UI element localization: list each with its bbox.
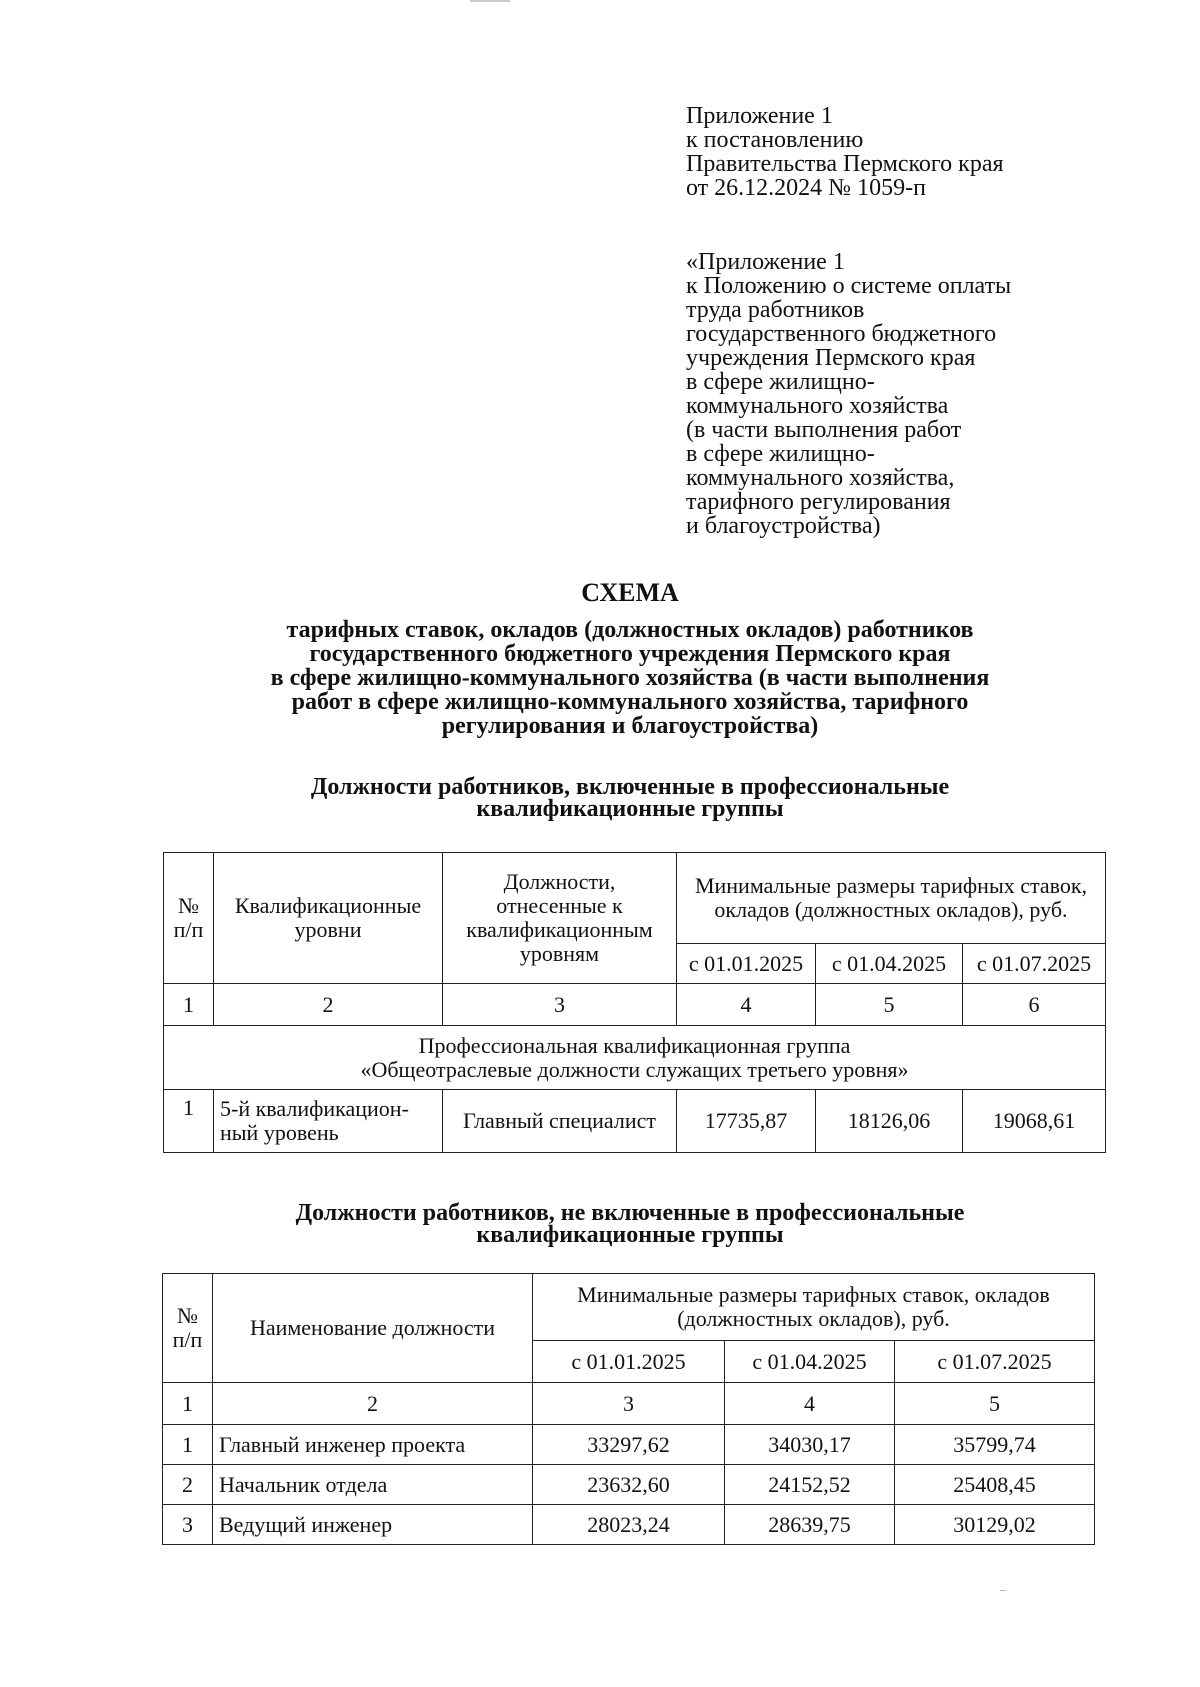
group-title-line: «Общеотраслевые должности служащих третьего уровня» [360,1056,909,1082]
section1-heading-line: квалификационные группы [476,796,784,822]
appendix-inner-line: учреждения Пермского края [686,345,976,371]
header-date: с 01.07.2025 [895,1341,1095,1383]
column-index: 1 [164,984,214,1026]
table-row [163,1425,1095,1465]
column-index: 5 [895,1383,1095,1425]
appendix-inner-line: коммунального хозяйства, [686,465,955,491]
header-date: с 01.04.2025 [816,944,963,984]
subtitle-line: государственного бюджетного учреждения Пермского края [309,641,951,667]
column-index: 2 [214,984,443,1026]
appendix-top-block [686,104,1004,200]
subtitle-line: регулирования и благоустройства) [441,713,819,739]
table-row [163,1505,1095,1545]
row-level: 5-й квалификацион-ный уровень [214,1090,443,1153]
appendix-inner-line: (в части выполнения работ [686,417,962,443]
row-num: 1 [164,1090,214,1153]
row-value: 28023,24 [533,1505,725,1545]
appendix-inner-line: к Положению о системе оплаты [686,273,1012,299]
section1-heading-line: Должности работников, включенные в профессиональные [310,774,950,800]
table-row [163,1465,1095,1505]
header-date: с 01.01.2025 [677,944,816,984]
group-title-cell [164,1026,1106,1090]
appendix-inner-line: в сфере жилищно- [686,369,875,395]
appendix-top-line: Приложение 1 [686,103,833,129]
column-index: 4 [677,984,816,1026]
appendix-inner-line: и благоустройства) [686,513,881,539]
row-value: 23632,60 [533,1465,725,1505]
row-value: 19068,61 [963,1090,1106,1153]
header-min-rates: Минимальные размеры тарифных ставок, окладов (должностных окладов), руб. [677,853,1106,944]
appendix-inner-line: в сфере жилищно- [686,441,875,467]
appendix-top-line: от 26.12.2024 № 1059-п [686,175,926,201]
header-date: с 01.04.2025 [725,1341,895,1383]
header-num: № п/п [164,853,214,984]
section2-heading [0,1202,1200,1246]
row-value: 28639,75 [725,1505,895,1545]
subtitle-line: в сфере жилищно-коммунального хозяйства (в части выполнения [270,665,990,691]
column-index: 3 [533,1383,725,1425]
document-subtitle [0,618,1200,738]
other-positions-table [162,1273,1095,1545]
row-num: 1 [163,1425,213,1465]
section1-heading [0,776,1200,820]
row-value: 25408,45 [895,1465,1095,1505]
section2-heading-line: квалификационные группы [476,1222,784,1248]
document-title: СХЕМА [581,578,679,607]
row-value: 34030,17 [725,1425,895,1465]
section2-heading-line: Должности работников, не включенные в профессиональные [295,1200,965,1226]
column-index: 2 [213,1383,533,1425]
appendix-top-line: Правительства Пермского края [686,151,1004,177]
group-title-line: Профессиональная квалификационная группа [418,1032,851,1058]
row-position: Главный специалист [443,1090,677,1153]
header-min-rates: Минимальные размеры тарифных ставок, окладов (должностных окладов), руб. [533,1274,1095,1341]
scan-artifact [470,0,510,2]
appendix-inner-line: государственного бюджетного [686,321,997,347]
appendix-inner-line: тарифного регулирования [686,489,951,515]
subtitle-line: работ в сфере жилищно-коммунального хозяйства, тарифного [291,689,969,715]
row-name: Ведущий инженер [213,1505,533,1545]
row-value: 18126,06 [816,1090,963,1153]
row-name: Начальник отдела [213,1465,533,1505]
header-name: Наименование должности [213,1274,533,1383]
header-date: с 01.07.2025 [963,944,1106,984]
row-value: 30129,02 [895,1505,1095,1545]
column-index: 5 [816,984,963,1026]
subtitle-line: тарифных ставок, окладов (должностных окладов) работников [286,617,974,643]
row-name: Главный инженер проекта [213,1425,533,1465]
appendix-inner-line: коммунального хозяйства [686,393,949,419]
header-date: с 01.01.2025 [533,1341,725,1383]
header-positions: Должности, отнесенные к квалификационным уровням [443,853,677,984]
appendix-inner-block [686,250,1011,538]
row-num: 3 [163,1505,213,1545]
qualification-groups-table [163,852,1106,1153]
row-value: 24152,52 [725,1465,895,1505]
header-level: Квалификационные уровни [214,853,443,984]
appendix-inner-line: «Приложение 1 [686,249,845,275]
row-value: 33297,62 [533,1425,725,1465]
table-row [164,1090,1106,1153]
scan-artifact [1000,1590,1006,1591]
row-value: 17735,87 [677,1090,816,1153]
row-value: 35799,74 [895,1425,1095,1465]
column-index: 6 [963,984,1106,1026]
column-index: 3 [443,984,677,1026]
appendix-top-line: к постановлению [686,127,864,153]
row-num: 2 [163,1465,213,1505]
appendix-inner-line: труда работников [686,297,865,323]
header-num: № п/п [163,1274,213,1383]
column-index: 4 [725,1383,895,1425]
column-index: 1 [163,1383,213,1425]
